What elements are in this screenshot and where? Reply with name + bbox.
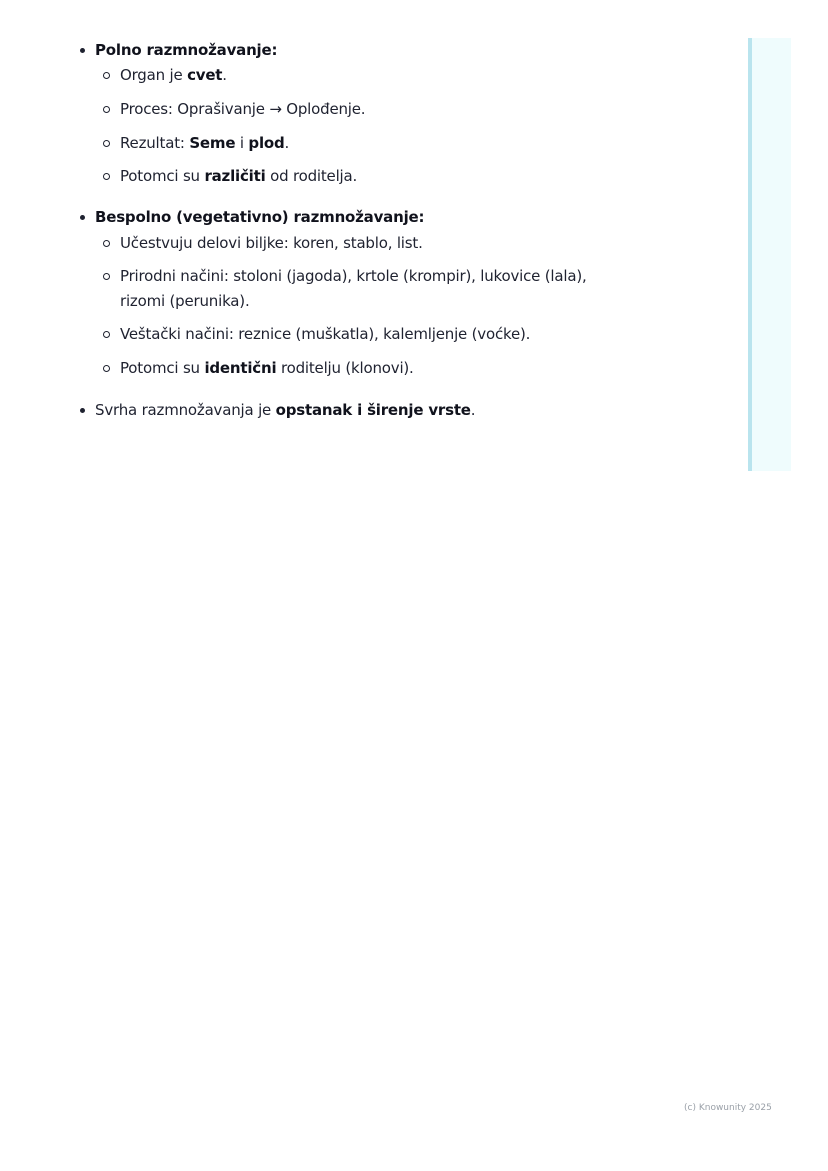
sub-bullet-icon xyxy=(103,273,110,280)
text: roditelju (klonovi). xyxy=(276,359,414,377)
bold-text: plod xyxy=(248,134,285,152)
text: Prirodni načini: stoloni (jagoda), krtole (krompir), lukovice (lala), xyxy=(120,267,587,285)
side-note-panel xyxy=(748,38,791,471)
bullet-icon xyxy=(80,48,85,53)
section-heading-asexual xyxy=(95,208,424,226)
text: Veštački načini: reznice (muškatla), kalemljenje (voćke). xyxy=(120,325,531,343)
conclusion xyxy=(95,401,475,419)
bullet-icon xyxy=(80,408,85,413)
list-item xyxy=(120,100,365,118)
copyright-footer: (c) Knowunity 2025 xyxy=(684,1103,772,1113)
section-heading-sexual xyxy=(95,41,277,59)
text: Proces: Oprašivanje → Oplođenje. xyxy=(120,100,366,118)
text: Rezultat: xyxy=(120,134,190,152)
sub-bullet-icon xyxy=(103,140,110,147)
sub-bullet-icon xyxy=(103,365,110,372)
text: . xyxy=(222,66,227,84)
list-item xyxy=(120,167,357,185)
bold-text: cvet xyxy=(187,66,223,84)
list-item xyxy=(120,267,587,285)
text: Organ je xyxy=(120,66,188,84)
text: rizomi (perunika). xyxy=(120,292,250,310)
list-item xyxy=(120,134,289,152)
list-item xyxy=(120,234,423,252)
sub-bullet-icon xyxy=(103,72,110,79)
bullet-icon xyxy=(80,215,85,220)
text: . xyxy=(470,401,476,419)
heading-text: Polno razmnožavanje: xyxy=(95,41,278,59)
text: i xyxy=(235,134,249,152)
list-item-continuation xyxy=(120,292,250,310)
sub-bullet-icon xyxy=(103,240,110,247)
bold-text: Seme xyxy=(189,134,236,152)
bold-text: opstanak i širenje vrste xyxy=(275,401,471,419)
text: od roditelja. xyxy=(265,167,358,185)
sub-bullet-icon xyxy=(103,106,110,113)
text: Potomci su xyxy=(120,359,205,377)
heading-text: Bespolno (vegetativno) razmnožavanje: xyxy=(95,208,425,226)
text: Učestvuju delovi biljke: koren, stablo, list. xyxy=(120,234,423,252)
list-item xyxy=(120,325,530,343)
sub-bullet-icon xyxy=(103,331,110,338)
sub-bullet-icon xyxy=(103,173,110,180)
list-item xyxy=(120,359,414,377)
bold-text: različiti xyxy=(204,167,266,185)
text: . xyxy=(284,134,290,152)
bold-text: identični xyxy=(204,359,277,377)
text: Potomci su xyxy=(120,167,205,185)
text: Svrha razmnožavanja je xyxy=(95,401,276,419)
list-item xyxy=(120,66,227,84)
